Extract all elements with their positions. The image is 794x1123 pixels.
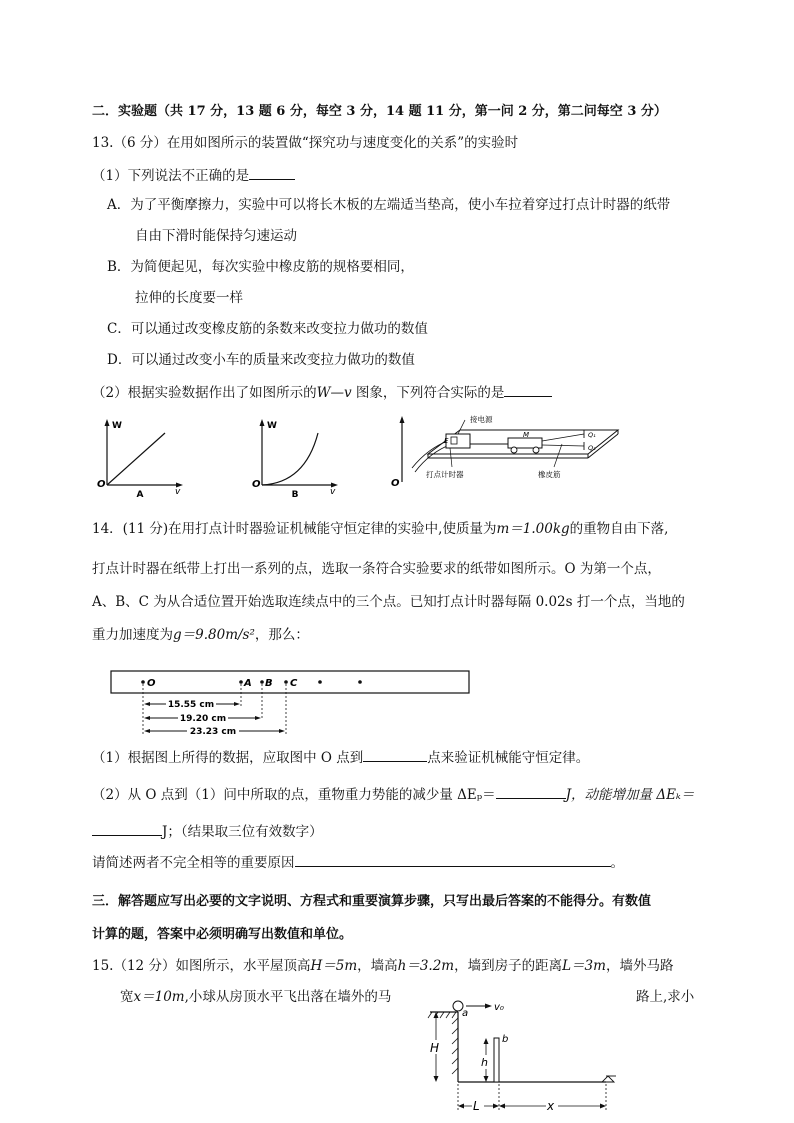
label-h-roof: H [430, 1041, 440, 1055]
q15-line1-c: ，墙到房子的距离 [454, 958, 563, 974]
graph-a [95, 415, 185, 500]
arrow [234, 702, 240, 706]
arrow [255, 716, 261, 720]
hatch [452, 1058, 458, 1064]
apparatus-origin: O [391, 478, 400, 489]
q14-part2-cont [92, 821, 323, 841]
hatch [452, 1018, 458, 1024]
hatch [452, 1038, 458, 1044]
q14-line1 [92, 520, 668, 538]
q14-line3: A、B、C 为从合适位置开始选取连续点中的三个点。已知打点计时器每隔 0.02s 打一个点，当地的 [92, 594, 685, 610]
q14-part3 [92, 852, 624, 872]
hatch [452, 1068, 458, 1074]
q14-part3-a: 请简述两者不完全相等的重要原因 [92, 855, 295, 871]
arrow [458, 1104, 464, 1109]
arrow [600, 1104, 606, 1109]
q14-part1-a: （1）根据图上所得的数据，应取图中 O 点到 [92, 750, 364, 766]
q14-line2: 打点计时器在纸带上打出一系列的点，选取一条符合实验要求的纸带如图所示。O 为第一个点， [92, 561, 661, 577]
hatch [452, 1012, 456, 1018]
point-a [239, 680, 243, 684]
q14-line4-b: ，那么： [254, 627, 309, 643]
velocity-arrowhead [485, 1004, 492, 1009]
leader-rubber [554, 444, 562, 467]
q15-h-roof: H＝5m [310, 958, 358, 974]
timer [446, 434, 470, 448]
q13-part1-text: （1）下列说法不正确的是 [92, 168, 250, 184]
graph-b [250, 415, 340, 500]
section-heading-problems-line1: 三．解答题应写出必要的文字说明、方程式和重要演算步骤，只写出最后答案的不能得分。有数值 [92, 894, 652, 909]
q15-line1-b: ，墙高 [357, 958, 398, 974]
q14-mass-eq: m＝1.00kg [496, 521, 570, 537]
q14-line4-a: 重力加速度为 [92, 627, 173, 643]
dim-oa-label: 15.55 cm [167, 700, 215, 710]
projectile-figure [420, 994, 630, 1116]
hatch [452, 1028, 458, 1034]
q15-h-wall: h＝3.2m [397, 958, 455, 974]
rubber-band [542, 434, 584, 441]
q13-option-a-line1: A．为了平衡摩擦力，实验中可以将长木板的左端适当垫高，使小车拉着穿过打点计时器的纸带 [107, 197, 671, 213]
graph-a-y-arrow [105, 419, 110, 426]
q13-part2-text-a: （2）根据实验数据作出了如图所示的 [92, 385, 317, 401]
q15-line2 [120, 988, 391, 1006]
hatch [440, 1012, 444, 1018]
graph-a-origin: O [97, 479, 106, 490]
arrow [144, 702, 150, 706]
arrow [434, 1076, 439, 1082]
q14-g-eq: g＝9.80m/s² [173, 627, 255, 643]
arrow [484, 1038, 489, 1044]
q15-line1 [92, 957, 673, 975]
q13-stem: 13.（6 分）在用如图所示的装置做“探究功与速度变化的关系”的实验时 [92, 135, 519, 151]
rubber-band [542, 445, 584, 446]
point-c [284, 680, 288, 684]
q14-part2-a: （2）从 O 点到（1）问中所取的点，重物重力势能的减少量 ΔEₚ＝ [92, 787, 496, 803]
label-e: E [444, 437, 449, 445]
graph-b-caption: B [291, 490, 299, 500]
cart [508, 438, 542, 448]
q13-option-d: D．可以通过改变小车的质量来改变拉力做功的数值 [107, 352, 415, 368]
graph-b-origin: O [252, 479, 261, 490]
label-o: O [147, 678, 156, 689]
apparatus-diagram [390, 412, 625, 492]
q14-line1-a: 14．(11 分)在用打点计时器验证机械能守恒定律的实验中,使质量为 [92, 521, 497, 537]
graph-a-xlabel: v [175, 487, 181, 497]
tape-dot [318, 680, 322, 684]
q15-line1-a: 15.（12 分）如图所示，水平屋顶高 [92, 958, 311, 974]
point-b [260, 680, 264, 684]
q14-line4 [92, 626, 309, 644]
label-b: b [502, 1034, 509, 1045]
hatch [446, 1012, 450, 1018]
section-heading-problems-line2: 计算的题，答案中必须明确写出数值和单位。 [92, 927, 353, 942]
label-a: A [244, 678, 252, 689]
point-o [141, 680, 145, 684]
q13-option-b-line2: 拉伸的长度要一样 [135, 290, 243, 306]
q15-line2-a: 宽 [120, 989, 134, 1005]
label-x: x [547, 1099, 555, 1113]
apparatus-axis-arrow [400, 416, 405, 423]
dim-ob-label: 19.20 cm [179, 714, 227, 724]
answer-blank [496, 784, 566, 799]
label-b: B [265, 678, 273, 689]
ground-mark [602, 1076, 614, 1082]
label-c: C [290, 678, 298, 689]
q14-part3-b: 。 [610, 855, 624, 871]
q14-part1-b: 点来验证机械能守恒定律。 [427, 750, 590, 766]
graph-b-y-arrow [260, 419, 265, 426]
q13-option-a-line2: 自由下滑时能保持匀速运动 [135, 228, 297, 244]
label-rubber: 橡皮筋 [538, 470, 561, 479]
q13-option-b-line1: B．为简便起见，每次实验中橡皮筋的规格要相同， [107, 259, 414, 275]
arrow [144, 729, 150, 733]
q13-part1 [92, 165, 295, 185]
cart-wheel [511, 447, 517, 453]
arrow [279, 729, 285, 733]
graph-a-caption: A [136, 490, 144, 500]
hatch [452, 1048, 458, 1054]
answer-blank [363, 747, 427, 762]
label-m: M [523, 431, 530, 439]
q13-option-c: C．可以通过改变橡皮筋的条数来改变拉力做功的数值 [107, 321, 428, 337]
graph-a-ylabel: W [112, 421, 122, 431]
label-power: 接电源 [470, 415, 493, 424]
q13-part2-symbol: W—v [316, 385, 352, 401]
q14-part1 [92, 747, 589, 767]
tape-dot [358, 680, 362, 684]
section-heading-experiments: 二．实验题（共 17 分，13 题 6 分，每空 3 分，14 题 11 分，第一问 2 分，第二问每空 3 分） [92, 104, 667, 119]
label-a: a [462, 1008, 469, 1019]
answer-blank [249, 165, 295, 180]
q14-part2-b: J，动能增加量 ΔEₖ＝ [565, 787, 695, 803]
q15-line2-end: 路上,求小 [636, 989, 695, 1005]
fence-wall [494, 1038, 499, 1082]
q13-part2 [92, 382, 552, 402]
label-l: L [473, 1099, 480, 1113]
label-q2: Q₂ [588, 444, 596, 452]
answer-blank [92, 821, 162, 836]
label-h-wall: h [481, 1056, 488, 1069]
graph-b-xlabel: v [330, 487, 336, 497]
label-q1: Q₁ [588, 431, 596, 439]
arrow [484, 1076, 489, 1082]
q15-x: x＝10m [133, 989, 185, 1005]
cart-wheel [533, 447, 539, 453]
paper-tape-diagram [110, 668, 475, 738]
answer-blank [295, 852, 611, 867]
graph-b-ylabel: W [267, 421, 277, 431]
q14-part2 [92, 784, 694, 804]
q13-part2-text-b: 图象，下列符合实际的是 [351, 385, 505, 401]
q14-part2-c: J；（结果取三位有效数字） [162, 824, 323, 840]
answer-blank [504, 382, 552, 397]
graph-a-line [107, 433, 165, 485]
q15-line1-d: ，墙外马路 [605, 958, 674, 974]
label-v0: v₀ [494, 1002, 504, 1013]
label-timer: 打点计时器 [426, 470, 464, 479]
power-wire [458, 420, 465, 434]
graph-b-curve [262, 433, 318, 485]
hatch [428, 1012, 432, 1018]
q15-l: L＝3m [562, 958, 606, 974]
arrow [144, 716, 150, 720]
arrow [493, 1104, 499, 1109]
dim-oc-label: 23.23 cm [189, 727, 237, 737]
arrow [499, 1104, 505, 1109]
q14-line1-b: 的重物自由下落, [569, 521, 669, 537]
q15-line2-b: ,小球从房顶水平飞出落在墙外的马 [184, 989, 392, 1005]
